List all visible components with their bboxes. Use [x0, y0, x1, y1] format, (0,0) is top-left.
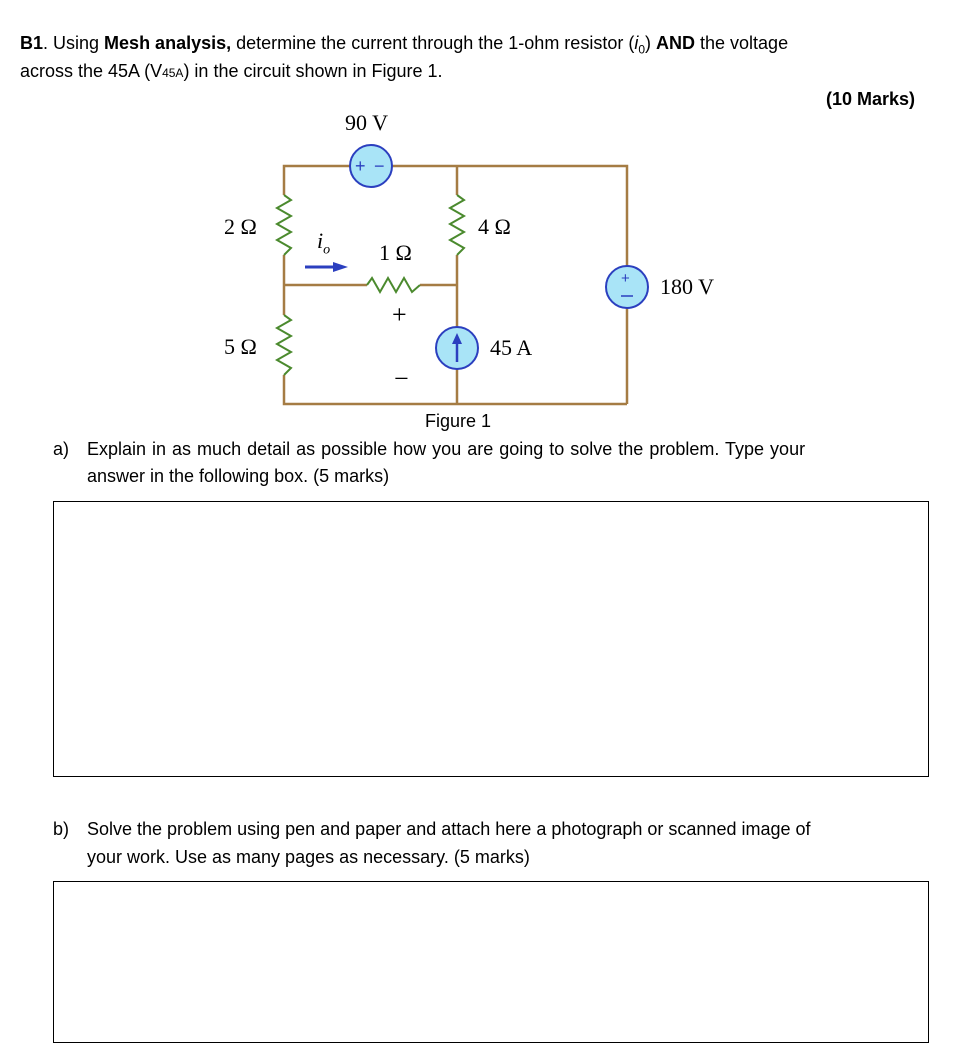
label-180v: 180 V	[660, 274, 714, 299]
text: )	[645, 33, 657, 53]
answer-box-a[interactable]	[53, 501, 929, 777]
text: determine the current through the 1-ohm resistor (	[231, 33, 635, 53]
resistor-5-ohm	[277, 315, 291, 375]
label-io	[317, 228, 330, 258]
part-b-label: b)	[53, 819, 70, 839]
io: i	[317, 228, 324, 253]
text: ) in the circuit shown in Figure 1.	[183, 61, 443, 81]
svg-text:−: −	[374, 156, 385, 176]
label-4-ohm: 4 Ω	[478, 214, 511, 239]
resistor-4-ohm	[450, 195, 464, 255]
io-sub: o	[323, 242, 331, 258]
text-bold: AND	[656, 33, 696, 53]
marks-label: (10 Marks)	[826, 89, 916, 109]
part-a-line-2: answer in the following box. (5 marks)	[87, 466, 390, 486]
text: across the 45A (V	[20, 61, 163, 81]
plus-sign: +	[392, 300, 407, 329]
question-id: B1	[20, 33, 44, 53]
answer-box-b[interactable]	[53, 881, 929, 1043]
io-arrow-icon	[305, 262, 348, 272]
part-b-line-2: your work. Use as many pages as necessary. (5 marks)	[87, 847, 530, 867]
resistor-1-ohm	[367, 278, 420, 292]
part-b-line-1: Solve the problem using pen and paper and attach here a photograph or scanned image of	[87, 819, 811, 839]
label-1-ohm: 1 Ω	[379, 240, 412, 265]
text: . Using	[43, 33, 105, 53]
svg-text:+: +	[355, 156, 366, 176]
minus-sign: −	[394, 364, 409, 393]
part-a-line-1: Explain in as much detail as possible how you are going to solve the problem. Type your	[87, 439, 806, 459]
resistor-2-ohm	[277, 195, 291, 255]
label-2-ohm: 2 Ω	[224, 214, 257, 239]
part-a-label: a)	[53, 439, 70, 459]
svg-text:+: +	[621, 270, 630, 287]
text: the voltage	[695, 33, 789, 53]
label-90v: 90 V	[345, 110, 388, 135]
voltage-source-90v	[350, 145, 392, 187]
figure-caption: Figure 1	[425, 411, 492, 431]
io-subscript: 0	[638, 42, 646, 57]
label-45a: 45 A	[490, 335, 533, 360]
io-symbol: i	[634, 33, 639, 53]
label-5-ohm: 5 Ω	[224, 334, 257, 359]
voltage-source-180v	[606, 266, 648, 308]
text-bold: Mesh analysis,	[104, 33, 232, 53]
current-source-45a	[436, 327, 478, 369]
subscript: 45A	[162, 66, 184, 80]
